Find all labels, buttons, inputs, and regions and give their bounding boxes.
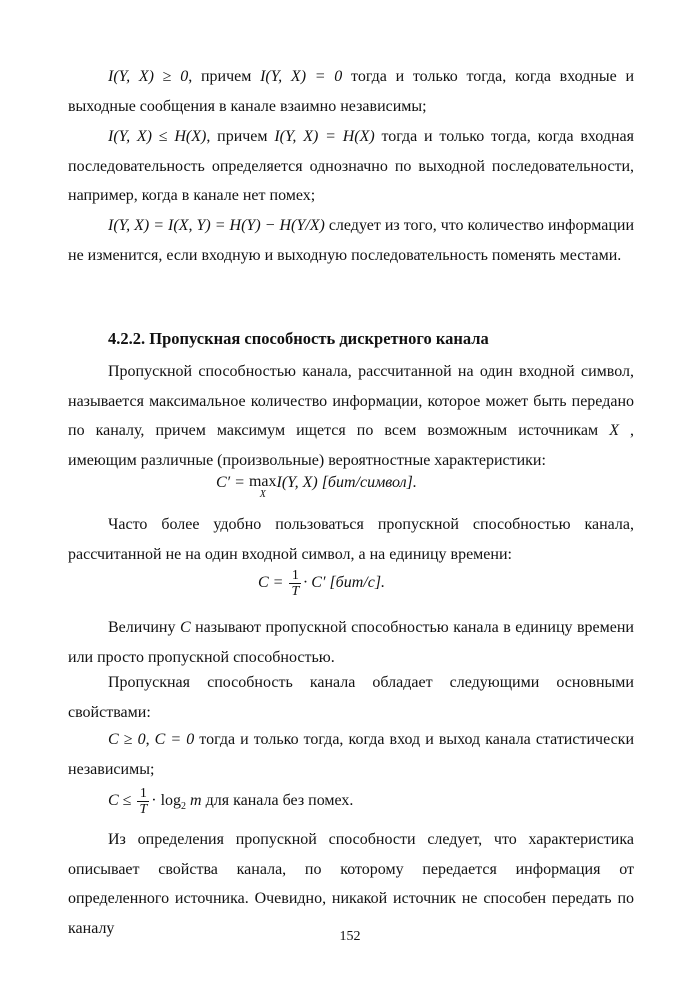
formula-inline: I(Y, X) = H(X)	[274, 128, 375, 145]
formula-inline: I(Y, X) ≥ 0	[108, 68, 189, 85]
capacity-definition-paragraph: Величину C называют пропускной способностью канала в единицу времени или просто пропускной способностью.	[68, 619, 634, 666]
formula-capacity-per-time: C = $\frac{1}{T}$ · C′ [бит/с].	[258, 568, 386, 599]
max-operator: max X	[248, 473, 277, 500]
section-heading: 4.2.2. Пропускная способность дискретного канала	[108, 329, 489, 348]
property-3-paragraph: I(Y, X) = I(X, Y) = H(Y) − H(Y/X) следует из того, что количество информации не изменится, если входную и выходную последовательность поменять местами.	[68, 217, 635, 264]
formula-inline: I(Y, X) = 0	[260, 68, 343, 85]
fraction: $\frac{1}{T}$	[139, 786, 148, 817]
conclusion-paragraph: Из определения пропускной способности следует, что характеристика описывает свойства канала, по которому передается информация от определенного источника. Очевидно, никакой источник не способен передать по каналу	[68, 831, 634, 937]
property-2-paragraph: I(Y, X) ≤ H(X), причем I(Y, X) = H(X) тогда и только тогда, когда входная последовательность определяется однозначно по выходной последовательности, например, когда в канале нет помех;	[68, 128, 635, 204]
time-capacity-paragraph: Часто более удобно пользоваться пропускной способностью канала, рассчитанной не на один входной символ, а на единицу времени:	[68, 516, 634, 563]
formula-capacity-per-symbol: C′ = max X I(Y, X) [бит/символ].	[216, 473, 417, 500]
formula-inline: C	[179, 619, 191, 636]
capacity-property-2-formula: C ≤ $\frac{1}{T}$ · $\log_2 m$ для канала без помех.	[108, 786, 354, 817]
formula-inline: I(Y, X) ≤ H(X)	[108, 128, 207, 145]
fraction: $\frac{1}{T}$	[291, 568, 300, 599]
formula-inline: C ≥ 0	[108, 731, 146, 748]
page-number: 152	[339, 929, 361, 944]
definition-paragraph: Пропускной способностью канала, рассчитанной на один входной символ, называется максимальное количество информации, которое может быть передано по каналу, причем максимум ищется по всем возможным источникам X , имеющим различные (произвольные) вероятностные характеристики:	[68, 363, 635, 469]
formula-inline: X	[609, 422, 619, 439]
formula-inline: C = 0	[154, 731, 195, 748]
property-1-paragraph: I(Y, X) ≥ 0, причем I(Y, X) = 0 тогда и только тогда, когда входные и выходные сообщения в канале взаимно независимы;	[68, 68, 635, 115]
formula-inline: I(Y, X) = I(X, Y) = H(Y) − H(Y/X)	[108, 217, 325, 234]
properties-intro-paragraph: Пропускная способность канала обладает следующими основными свойствами:	[68, 674, 634, 721]
capacity-property-1-paragraph: C ≥ 0, C = 0 тогда и только тогда, когда вход и выход канала статистически независимы;	[68, 731, 635, 778]
